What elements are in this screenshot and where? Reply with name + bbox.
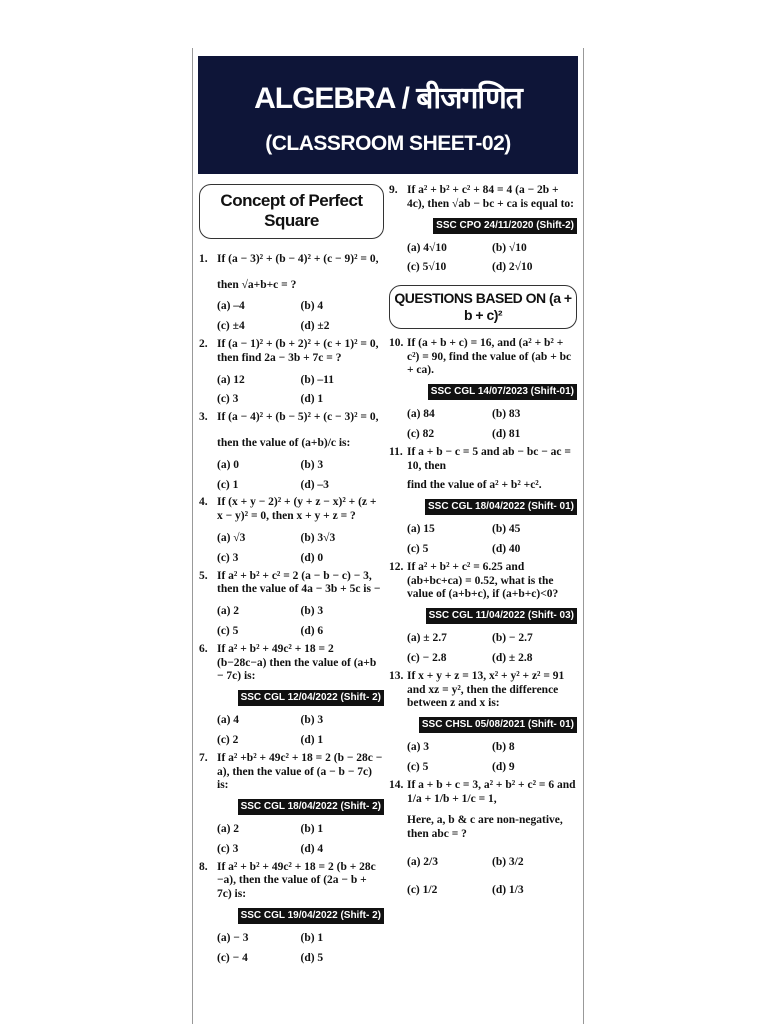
question-6 [199, 643, 384, 748]
option-c: (c) 3 [217, 842, 239, 855]
option-b: (b) √10 [492, 241, 527, 254]
option-d: (d) 4 [300, 842, 324, 855]
option-c: (c) 82 [407, 427, 435, 440]
question-number: 11. [389, 445, 403, 458]
option-d: (d) 2√10 [492, 261, 533, 274]
option-c: (c) 2 [217, 733, 239, 746]
option-b: (b) 3 [300, 605, 324, 618]
option-d: (d) 6 [300, 624, 324, 637]
option-c: (c) 1 [217, 478, 239, 491]
option-a: (a) − 3 [217, 932, 249, 945]
option-a: (a) 12 [217, 373, 245, 386]
question-number: 8. [199, 860, 208, 873]
title-banner [198, 56, 578, 174]
question-7 [199, 752, 384, 857]
option-c: (c) 5 [407, 542, 429, 555]
option-c: (c) 1/2 [407, 883, 438, 896]
question-number: 6. [199, 642, 208, 655]
section-heading-abc-squared: QUESTIONS BASED ON (a + b + c)² [389, 285, 577, 329]
question-14 [389, 779, 577, 898]
question-text: If a² + b² + c² + 84 = 4 (a − 2b + 4c), then √ab − bc + ca is equal to: [407, 184, 574, 210]
option-b: (b) 8 [492, 741, 515, 754]
question-text: If a + b + c = 3, a² + b² + c² = 6 and 1/a + 1/b + 1/c = 1, [407, 778, 576, 805]
question-number: 5. [199, 569, 208, 582]
option-b: (b) 1 [300, 823, 324, 836]
exam-source-badge: SSC CGL 18/04/2022 (Shift- 01) [425, 499, 577, 515]
question-number: 12. [389, 560, 404, 573]
option-a: (a) 4 [217, 714, 240, 727]
question-text: If a² +b² + 49c² + 18 = 2 (b − 28c − a), then the value of (a − b − 7c) is: [217, 751, 383, 792]
question-1 [199, 253, 384, 334]
option-d: (d) 1 [300, 733, 324, 746]
question-11 [389, 446, 577, 557]
question-8 [199, 861, 384, 966]
question-number: 10. [389, 336, 404, 349]
question-12 [389, 561, 577, 666]
option-c: (c) ±4 [217, 320, 245, 333]
question-text: If a + b − c = 5 and ab − bc − ac = 10, then [407, 445, 571, 472]
question-text-cont: Here, a, b & c are non-negative, then abc = ? [407, 814, 563, 841]
exam-source-badge: SSC CHSL 05/08/2021 (Shift- 01) [419, 717, 577, 733]
question-text: If (x + y − 2)² + (y + z − x)² + (z + x − y)² = 0, then x + y + z = ? [217, 496, 377, 523]
option-d: (d) 40 [492, 542, 521, 555]
exam-source-badge: SSC CGL 19/04/2022 (Shift- 2) [238, 908, 384, 924]
option-c: (c) 3 [217, 551, 239, 564]
question-text: If a² + b² + c² = 2 (a − b − c) − 3, then the value of 4a − 3b + 5c is − [217, 569, 381, 596]
question-text-cont: find the value of a² + b² +c². [407, 479, 542, 492]
option-b: (b) 3 [300, 458, 324, 471]
question-text: If (a − 1)² + (b + 2)² + (c + 1)² = 0, then find 2a − 3b + 7c = ? [217, 337, 379, 364]
question-text: If (a + b + c) = 16, and (a² + b² + c²) = 90, find the value of (ab + bc + ca). [407, 336, 572, 377]
question-4 [199, 496, 384, 565]
option-b: (b) –11 [300, 373, 335, 386]
option-c: (c) − 4 [217, 951, 248, 964]
question-number: 9. [389, 184, 398, 196]
question-number: 4. [199, 496, 208, 509]
question-text: If a² + b² + c² = 6.25 and (ab+bc+ca) = 0.52, what is the value of (a+b+c), if (a+b+c)<0? [407, 560, 559, 601]
option-a: (a) 2/3 [407, 855, 438, 868]
option-b: (b) 3√3 [300, 531, 336, 544]
exam-source-badge: SSC CPO 24/11/2020 (Shift-2) [433, 218, 577, 234]
question-10 [389, 337, 577, 442]
right-column [389, 180, 577, 902]
option-d: (d) 0 [300, 551, 324, 564]
question-text: If x + y + z = 13, x² + y² + z² = 91 and xz = y², then the difference between z and x is: [407, 669, 565, 710]
option-b: (b) 83 [492, 408, 521, 421]
question-number: 13. [389, 669, 404, 682]
section-heading-perfect-square: Concept of Perfect Square [199, 184, 384, 239]
question-number: 3. [199, 411, 208, 424]
question-text: If (a − 3)² + (b − 4)² + (c − 9)² = 0, [217, 252, 379, 265]
exam-source-badge: SSC CGL 18/04/2022 (Shift- 2) [238, 799, 384, 815]
question-9 [389, 184, 577, 275]
option-a: (a) √3 [217, 531, 246, 544]
option-a: (a) 84 [407, 408, 435, 421]
option-c: (c) 5 [217, 624, 239, 637]
option-b: (b) 3/2 [492, 855, 524, 868]
option-a: (a) 0 [217, 458, 240, 471]
option-c: (c) 5 [407, 760, 429, 773]
question-number: 2. [199, 337, 208, 350]
question-number: 14. [389, 778, 404, 791]
question-13 [389, 670, 577, 775]
option-a: (a) 2 [217, 605, 240, 618]
question-5 [199, 570, 384, 639]
question-number: 1. [199, 252, 208, 265]
option-d: (d) ±2 [300, 320, 330, 333]
option-a: (a) –4 [217, 300, 245, 313]
left-column [199, 180, 384, 970]
option-d: (d) 1 [300, 393, 324, 406]
question-text-cont: then the value of (a+b)/c is: [217, 436, 351, 449]
question-2 [199, 338, 384, 407]
page-subtitle: (CLASSROOM SHEET-02) [265, 132, 511, 155]
option-c: (c) 3 [217, 393, 239, 406]
option-d: (d) 9 [492, 760, 515, 773]
option-b: (b) 1 [300, 932, 324, 945]
option-b: (b) 45 [492, 523, 521, 536]
question-3 [199, 411, 384, 492]
exam-source-badge: SSC CGL 12/04/2022 (Shift- 2) [238, 690, 384, 706]
exam-source-badge: SSC CGL 11/04/2022 (Shift- 03) [426, 608, 577, 624]
option-d: (d) ± 2.8 [492, 651, 533, 664]
option-a: (a) 3 [407, 741, 430, 754]
option-a: (a) 15 [407, 523, 435, 536]
option-a: (a) ± 2.7 [407, 632, 447, 645]
option-d: (d) 1/3 [492, 883, 524, 896]
question-number: 7. [199, 751, 208, 764]
option-b: (b) 3 [300, 714, 324, 727]
exam-source-badge: SSC CGL 14/07/2023 (Shift-01) [428, 384, 577, 400]
option-c: (c) 5√10 [407, 261, 447, 274]
option-b: (b) − 2.7 [492, 632, 533, 645]
option-a: (a) 2 [217, 823, 240, 836]
worksheet-page [192, 48, 584, 1024]
question-text: If a² + b² + 49c² + 18 = 2 (b−28c−a) then the value of (a+b − 7c) is: [217, 642, 377, 683]
option-a: (a) 4√10 [407, 241, 447, 254]
option-d: (d) 5 [300, 951, 324, 964]
page-title: ALGEBRA / बीजगणित [254, 82, 522, 115]
option-c: (c) − 2.8 [407, 651, 447, 664]
option-b: (b) 4 [300, 300, 324, 313]
question-text: If a² + b² + 49c² + 18 = 2 (b + 28c −a), then the value of (2a − b + 7c) is: [217, 860, 376, 901]
question-text: If (a − 4)² + (b − 5)² + (c − 3)² = 0, [217, 411, 379, 424]
question-text-cont: then √a+b+c = ? [217, 278, 297, 291]
option-d: (d) 81 [492, 427, 521, 440]
option-d: (d) –3 [300, 478, 329, 491]
